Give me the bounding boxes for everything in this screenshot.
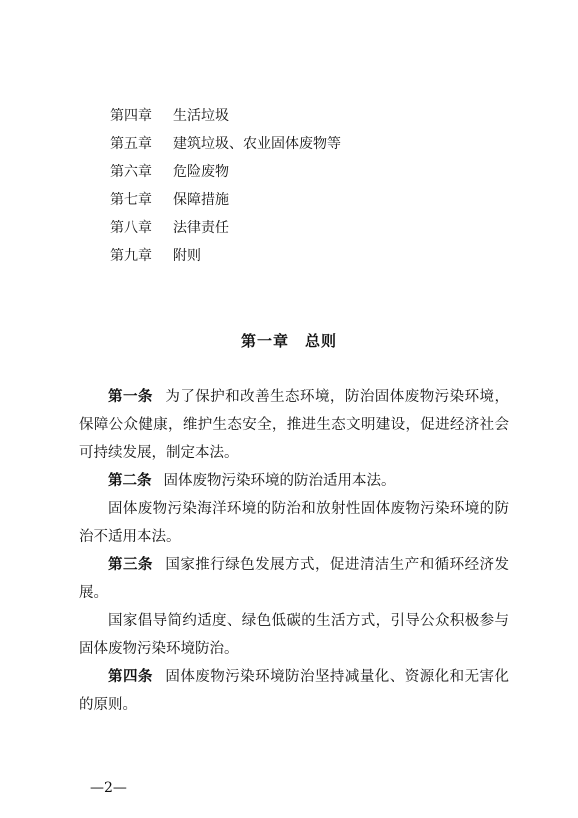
article-label: 第四条	[108, 669, 153, 685]
body-paragraph-5	[79, 607, 509, 663]
toc-chapter-title: 危险废物	[173, 164, 229, 180]
article-label: 第三条	[108, 557, 153, 573]
toc-chapter-title: 附则	[173, 248, 201, 264]
article-text: 为了保护和改善生态环境，防治固体废物污染环境，保障公众健康，维护生态安全，推进生态文明建设，促进经济社会可持续发展，制定本法。	[79, 389, 510, 461]
toc-chapter-number: 第五章	[110, 136, 152, 152]
document-body	[79, 383, 509, 719]
toc-chapter-number: 第八章	[110, 220, 152, 236]
article-paragraph-1	[79, 383, 509, 467]
chapter-heading: 第一章 总则	[240, 332, 337, 350]
toc-chapter-title: 保障措施	[173, 192, 229, 208]
toc-item-chapter-8	[110, 214, 490, 242]
table-of-contents	[110, 102, 490, 270]
paragraph-text: 固体废物污染海洋环境的防治和放射性固体废物污染环境的防治不适用本法。	[79, 501, 509, 545]
article-text: 固体废物污染环境的防治适用本法。	[163, 473, 396, 489]
body-paragraph-3	[79, 495, 509, 551]
paragraph-text: 国家倡导简约适度、绿色低碳的生活方式，引导公众积极参与固体废物污染环境防治。	[79, 613, 509, 657]
page-number: —2—	[90, 780, 127, 796]
toc-chapter-number: 第九章	[110, 248, 152, 264]
toc-chapter-number: 第七章	[110, 192, 152, 208]
toc-item-chapter-4	[110, 102, 490, 130]
toc-item-chapter-5	[110, 130, 490, 158]
toc-chapter-title: 生活垃圾	[173, 108, 229, 124]
article-label: 第二条	[108, 473, 152, 489]
toc-chapter-title: 建筑垃圾、农业固体废物等	[173, 136, 341, 152]
article-paragraph-2	[79, 467, 509, 495]
article-text: 国家推行绿色发展方式，促进清洁生产和循环经济发展。	[79, 557, 510, 601]
article-text: 固体废物污染环境防治坚持减量化、资源化和无害化的原则。	[79, 669, 510, 713]
toc-chapter-number: 第六章	[110, 164, 152, 180]
toc-item-chapter-9	[110, 242, 490, 270]
article-paragraph-3	[79, 551, 509, 607]
toc-chapter-number: 第四章	[110, 108, 152, 124]
toc-item-chapter-7	[110, 186, 490, 214]
article-label: 第一条	[108, 389, 153, 405]
toc-chapter-title: 法律责任	[173, 220, 229, 236]
toc-item-chapter-6	[110, 158, 490, 186]
article-paragraph-4	[79, 663, 509, 719]
